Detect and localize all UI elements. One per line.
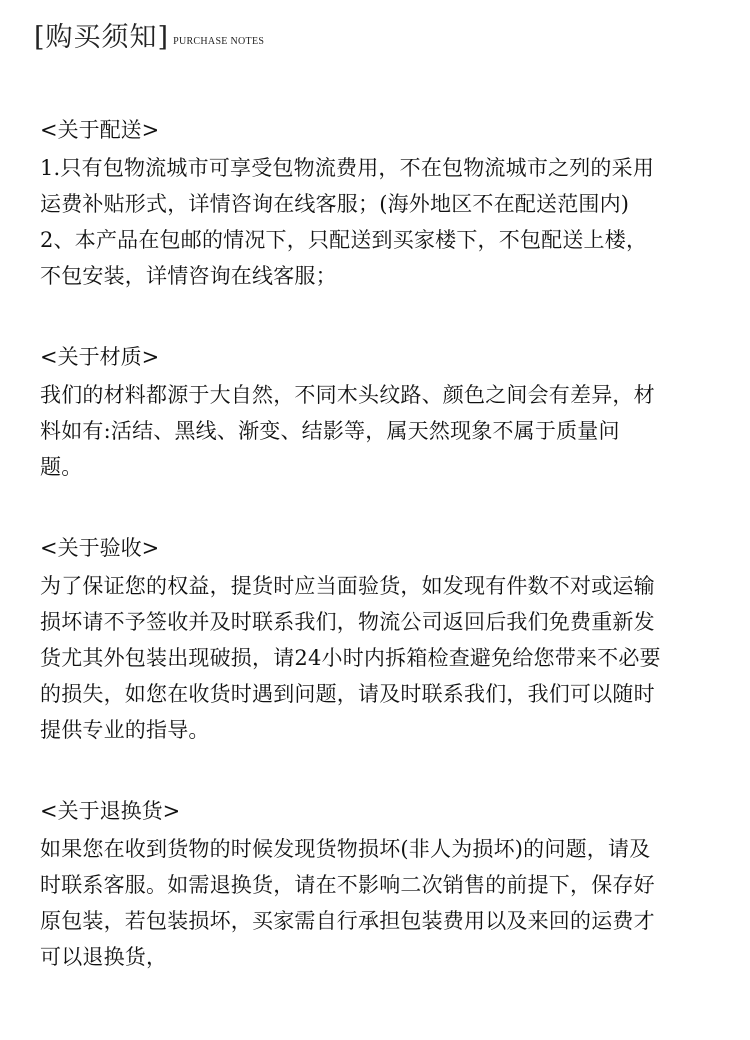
section-inspection xyxy=(40,528,730,748)
text-line: 可以退换货， xyxy=(40,945,168,969)
text-line: 2、本产品在包邮的情况下，只配送到买家楼下，不包配送上楼， xyxy=(40,228,648,252)
text-line: 不包安装，详情咨询在线客服； xyxy=(40,264,337,288)
text-line: 我们的材料都源于大自然，不同木头纹路、颜色之间会有差异，材 xyxy=(40,383,655,407)
text-line: 损坏请不予签收并及时联系我们，物流公司返回后我们免费重新发 xyxy=(40,610,655,634)
section-title: <关于配送> xyxy=(40,118,160,142)
text-line: 为了保证您的权益，提货时应当面验货，如发现有件数不对或运输 xyxy=(40,574,655,598)
page-header xyxy=(34,20,264,56)
text-line: 料如有:活结、黑线、渐变、结影等，属天然现象不属于质量问 xyxy=(40,419,620,443)
section-title: <关于材质> xyxy=(40,345,160,369)
text-line: 货尤其外包装出现破损，请24小时内拆箱检查避免给您带来不必要 xyxy=(40,646,661,670)
text-line: 运费补贴形式，详情咨询在线客服；(海外地区不在配送范围内) xyxy=(40,192,630,216)
page-title: [购买须知] xyxy=(34,22,170,53)
text-line: 提供专业的指导。 xyxy=(40,718,210,742)
section-title: <关于验收> xyxy=(40,536,160,560)
text-line: 如果您在收到货物的时候发现货物损坏(非人为损坏)的问题，请及 xyxy=(40,837,651,861)
section-title: <关于退换货> xyxy=(40,799,181,823)
text-line: 题。 xyxy=(40,455,83,479)
text-line: 原包装，若包装损坏，买家需自行承担包装费用以及来回的运费才 xyxy=(40,909,655,933)
section-material xyxy=(40,337,730,485)
section-delivery xyxy=(40,110,730,294)
section-returns xyxy=(40,791,730,975)
text-line: 时联系客服。如需退换货，请在不影响二次销售的前提下，保存好 xyxy=(40,873,655,897)
page-subtitle: PURCHASE NOTES xyxy=(173,36,265,47)
notes-content xyxy=(40,110,730,1018)
text-line: 1.只有包物流城市可享受包物流费用，不在包物流城市之列的采用 xyxy=(40,156,655,180)
text-line: 的损失，如您在收货时遇到问题，请及时联系我们，我们可以随时 xyxy=(40,682,655,706)
